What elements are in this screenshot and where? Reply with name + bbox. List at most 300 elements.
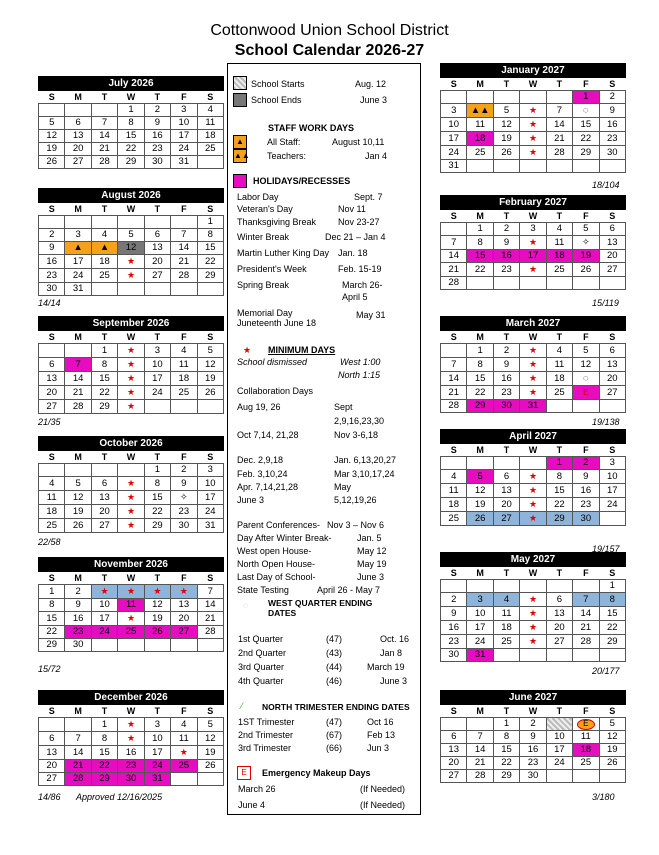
day-cell bbox=[467, 457, 493, 470]
week-row bbox=[441, 104, 626, 118]
day-cell: 21 bbox=[197, 612, 223, 626]
collab-dates-right: Jan. 6,13,20,27 bbox=[334, 455, 397, 465]
week-row bbox=[441, 718, 626, 731]
day-cell bbox=[546, 718, 572, 731]
day-cell: 18 bbox=[546, 372, 572, 386]
week-row bbox=[441, 91, 626, 104]
day-cell: 11 bbox=[493, 607, 519, 621]
week-row bbox=[441, 744, 626, 757]
weekday-header: T bbox=[556, 706, 563, 716]
school-ends-label: School Ends bbox=[251, 95, 302, 105]
week-row bbox=[441, 344, 626, 358]
holiday-swatch bbox=[233, 174, 247, 188]
week-row bbox=[39, 639, 224, 652]
day-cell: ★ bbox=[91, 585, 117, 599]
weekday-header: F bbox=[181, 92, 187, 102]
holiday-date: Dec 21 – Jan 4 bbox=[325, 232, 386, 242]
event-name: Parent Conferences- bbox=[237, 520, 321, 530]
week-row bbox=[39, 626, 224, 639]
day-cell: ★ bbox=[520, 104, 546, 118]
weekday-header: S bbox=[450, 79, 457, 89]
day-cell: 22 bbox=[573, 132, 599, 146]
weekday-header: W bbox=[528, 568, 538, 578]
day-cell: 18 bbox=[546, 250, 572, 263]
day-cell bbox=[39, 718, 65, 732]
day-cell: 26 bbox=[197, 760, 223, 773]
all-staff-date: August 10,11 bbox=[332, 137, 385, 147]
day-cell: 5 bbox=[599, 718, 625, 731]
day-cell: 24 bbox=[144, 386, 170, 400]
week-row bbox=[39, 585, 224, 599]
day-cell: 8 bbox=[467, 236, 493, 250]
day-cell: 27 bbox=[144, 269, 170, 283]
day-cell: 22 bbox=[91, 760, 117, 773]
collab-dates-right: 2,9,16,23,30 bbox=[334, 416, 385, 426]
west-quarter-title: WEST QUARTER ENDING DATES bbox=[268, 598, 373, 618]
day-cell: 30 bbox=[171, 519, 197, 533]
weekday-header: S bbox=[48, 92, 55, 102]
day-cell bbox=[65, 104, 91, 117]
week-row bbox=[39, 229, 224, 242]
holidays-title: HOLIDAYS/RECESSES bbox=[253, 176, 351, 186]
day-cell: ★ bbox=[118, 505, 144, 519]
day-cell: ★ bbox=[118, 344, 144, 358]
weekday-header: T bbox=[101, 92, 108, 102]
day-cell: 13 bbox=[39, 372, 65, 386]
day-cell: 27 bbox=[65, 156, 91, 169]
day-cell: 28 bbox=[546, 146, 572, 160]
week-row bbox=[39, 156, 224, 169]
day-cell: 23 bbox=[573, 498, 599, 512]
week-row bbox=[441, 146, 626, 160]
week-row bbox=[39, 255, 224, 269]
weekday-header: T bbox=[154, 92, 161, 102]
month-footer-count: 14/86 bbox=[38, 792, 61, 802]
day-cell: 3 bbox=[171, 104, 197, 117]
collab-label: Collaboration Days bbox=[237, 386, 314, 396]
day-cell: 7 bbox=[546, 104, 572, 118]
collab-dates-right: Sept bbox=[334, 402, 353, 412]
day-cell: 25 bbox=[91, 269, 117, 283]
day-cell bbox=[441, 457, 467, 470]
weekday-header: S bbox=[207, 706, 214, 716]
day-cell: 20 bbox=[91, 505, 117, 519]
holiday-date: Sept. 7 bbox=[354, 192, 383, 202]
collab-dates-right: Nov 3-6,18 bbox=[334, 430, 379, 440]
teachers-date: Jan 4 bbox=[365, 151, 388, 161]
day-cell bbox=[197, 773, 223, 786]
weekday-header: S bbox=[450, 706, 457, 716]
day-cell: 3 bbox=[197, 464, 223, 477]
collab-dates-right: 5,12,19,26 bbox=[334, 495, 377, 505]
day-cell bbox=[573, 277, 599, 290]
day-cell bbox=[520, 91, 546, 104]
emergency-date: March 26 bbox=[238, 784, 276, 794]
collab-dates-left: Feb. 3,10,24 bbox=[237, 469, 288, 479]
day-cell: 3 bbox=[441, 104, 467, 118]
day-cell: 23 bbox=[39, 269, 65, 283]
day-cell: 17 bbox=[441, 132, 467, 146]
day-cell: 30 bbox=[39, 283, 65, 296]
day-cell: 6 bbox=[65, 117, 91, 130]
month-title: September 2026 bbox=[38, 316, 224, 331]
weekday-header: M bbox=[476, 79, 484, 89]
holiday-date: Feb. 15-19 bbox=[338, 264, 382, 274]
day-cell: 14 bbox=[91, 130, 117, 143]
day-cell: 6 bbox=[39, 732, 65, 746]
day-cell bbox=[573, 770, 599, 783]
week-row bbox=[39, 477, 224, 491]
day-cell: 20 bbox=[599, 372, 625, 386]
day-cell: 20 bbox=[144, 255, 170, 269]
day-cell: 6 bbox=[91, 477, 117, 491]
day-cell: 7 bbox=[197, 585, 223, 599]
day-cell bbox=[520, 160, 546, 173]
day-cell: ★ bbox=[118, 255, 144, 269]
week-row bbox=[441, 757, 626, 770]
day-cell: 22 bbox=[467, 386, 493, 400]
weekday-header: M bbox=[74, 573, 82, 583]
day-cell: 28 bbox=[573, 635, 599, 649]
day-cell: 24 bbox=[599, 498, 625, 512]
day-cell: 14 bbox=[573, 607, 599, 621]
day-cell: 4 bbox=[171, 718, 197, 732]
day-cell: 8 bbox=[91, 732, 117, 746]
day-cell: 4 bbox=[171, 344, 197, 358]
day-cell: 2 bbox=[65, 585, 91, 599]
day-cell: 12 bbox=[197, 358, 223, 372]
school-starts-swatch bbox=[233, 76, 247, 90]
month-footer-count: 21/35 bbox=[38, 417, 61, 427]
day-cell: 8 bbox=[197, 229, 223, 242]
weekday-header: T bbox=[101, 332, 108, 342]
day-cell: 3 bbox=[144, 718, 170, 732]
day-cell: 27 bbox=[441, 770, 467, 783]
day-cell: 19 bbox=[573, 250, 599, 263]
day-cell: 31 bbox=[65, 283, 91, 296]
day-cell: 1 bbox=[467, 223, 493, 236]
week-row bbox=[441, 731, 626, 744]
day-cell: 2 bbox=[39, 229, 65, 242]
week-row bbox=[441, 250, 626, 263]
week-row bbox=[39, 746, 224, 760]
weekday-header: W bbox=[528, 332, 538, 342]
day-cell: 25 bbox=[546, 386, 572, 400]
day-cell: 22 bbox=[546, 498, 572, 512]
day-cell: ★ bbox=[520, 263, 546, 277]
day-cell: 1 bbox=[144, 464, 170, 477]
day-cell: 29 bbox=[467, 400, 493, 413]
month-mar bbox=[440, 316, 626, 413]
calendar-title: School Calendar 2026-27 bbox=[234, 42, 425, 59]
day-cell: 21 bbox=[546, 132, 572, 146]
month-title: April 2027 bbox=[440, 429, 626, 444]
holiday-name: Memorial Day bbox=[237, 308, 293, 318]
pencil-icon: ⁄ bbox=[241, 701, 243, 711]
day-cell: 29 bbox=[197, 269, 223, 283]
day-cell bbox=[118, 216, 144, 229]
day-cell: 5 bbox=[197, 718, 223, 732]
day-cell: 29 bbox=[546, 512, 572, 526]
month-title: January 2027 bbox=[440, 63, 626, 78]
day-cell bbox=[171, 283, 197, 296]
month-dec bbox=[38, 690, 224, 786]
day-cell: 26 bbox=[65, 519, 91, 533]
day-cell: 1 bbox=[39, 585, 65, 599]
day-cell: ★ bbox=[520, 607, 546, 621]
day-cell: 10 bbox=[197, 477, 223, 491]
day-cell: 22 bbox=[467, 263, 493, 277]
day-cell: ★ bbox=[118, 400, 144, 414]
day-cell: 11 bbox=[467, 118, 493, 132]
week-row bbox=[441, 277, 626, 290]
day-cell: 23 bbox=[144, 143, 170, 156]
week-row bbox=[441, 223, 626, 236]
day-cell: 19 bbox=[197, 372, 223, 386]
day-cell: 5 bbox=[39, 117, 65, 130]
day-cell: 17 bbox=[144, 746, 170, 760]
weekday-header: T bbox=[101, 452, 108, 462]
day-cell bbox=[573, 580, 599, 593]
day-cell: 9 bbox=[493, 236, 519, 250]
month-oct bbox=[38, 436, 224, 533]
day-cell bbox=[520, 457, 546, 470]
day-cell: 8 bbox=[546, 470, 572, 484]
day-cell: 17 bbox=[144, 372, 170, 386]
day-cell: 7 bbox=[65, 358, 91, 372]
month-title: October 2026 bbox=[38, 436, 224, 451]
day-cell: 2 bbox=[493, 344, 519, 358]
weekday-header: F bbox=[181, 452, 187, 462]
day-cell: 14 bbox=[65, 746, 91, 760]
month-title: May 2027 bbox=[440, 552, 626, 567]
month-title: August 2026 bbox=[38, 188, 224, 203]
day-cell: 19 bbox=[65, 505, 91, 519]
day-cell: 27 bbox=[39, 773, 65, 786]
day-cell: 20 bbox=[39, 386, 65, 400]
day-cell: 11 bbox=[546, 236, 572, 250]
day-cell: ★ bbox=[520, 146, 546, 160]
day-cell: 24 bbox=[91, 626, 117, 639]
day-cell: ★ bbox=[118, 519, 144, 533]
day-cell: 31 bbox=[144, 773, 170, 786]
day-cell bbox=[39, 344, 65, 358]
weekday-header: S bbox=[48, 452, 55, 462]
holiday-date: Nov 23-27 bbox=[338, 217, 380, 227]
day-cell: ★ bbox=[118, 585, 144, 599]
day-cell: ▲ bbox=[65, 242, 91, 255]
day-cell: 30 bbox=[65, 639, 91, 652]
day-cell: ★ bbox=[118, 386, 144, 400]
day-cell: 4 bbox=[493, 593, 519, 607]
trimester-date: Feb 13 bbox=[367, 730, 396, 740]
day-cell: 1 bbox=[546, 457, 572, 470]
day-cell: ★ bbox=[118, 732, 144, 746]
day-cell: 30 bbox=[144, 156, 170, 169]
day-cell bbox=[91, 639, 117, 652]
weekday-header: S bbox=[48, 332, 55, 342]
day-cell: ★ bbox=[520, 386, 546, 400]
day-cell bbox=[171, 773, 197, 786]
triangle-icon: ▲ bbox=[233, 135, 247, 149]
day-cell: 23 bbox=[441, 635, 467, 649]
day-cell: 12 bbox=[118, 242, 144, 255]
day-cell: ★ bbox=[520, 118, 546, 132]
day-cell: 13 bbox=[39, 746, 65, 760]
day-cell bbox=[65, 718, 91, 732]
day-cell bbox=[573, 649, 599, 662]
day-cell: 10 bbox=[467, 607, 493, 621]
month-footer-count: 3/180 bbox=[592, 792, 615, 802]
day-cell bbox=[171, 216, 197, 229]
day-cell: 16 bbox=[441, 621, 467, 635]
approval-note: Approved 12/16/2025 bbox=[76, 792, 163, 802]
day-cell: 10 bbox=[599, 470, 625, 484]
day-cell: ★ bbox=[520, 635, 546, 649]
weekday-header: T bbox=[154, 706, 161, 716]
day-cell: 29 bbox=[573, 146, 599, 160]
week-row bbox=[39, 242, 224, 255]
day-cell: 6 bbox=[599, 223, 625, 236]
weekday-header: F bbox=[181, 706, 187, 716]
day-cell: 8 bbox=[118, 117, 144, 130]
weekday-header: S bbox=[48, 706, 55, 716]
day-cell: 28 bbox=[197, 626, 223, 639]
day-cell: 24 bbox=[171, 143, 197, 156]
day-cell: 21 bbox=[171, 255, 197, 269]
weekday-header: T bbox=[503, 706, 510, 716]
month-aug bbox=[38, 188, 224, 296]
day-cell: 20 bbox=[493, 498, 519, 512]
weekday-header: S bbox=[609, 445, 616, 455]
day-cell: 2 bbox=[599, 91, 625, 104]
weekday-header: F bbox=[583, 211, 589, 221]
weekday-header: T bbox=[101, 706, 108, 716]
day-cell: ★ bbox=[520, 498, 546, 512]
day-cell: 19 bbox=[599, 744, 625, 757]
day-cell: 30 bbox=[493, 400, 519, 413]
weekday-header: S bbox=[450, 568, 457, 578]
day-cell: ★ bbox=[520, 470, 546, 484]
weekday-header: W bbox=[126, 706, 136, 716]
day-cell: 10 bbox=[546, 731, 572, 744]
day-cell: 28 bbox=[91, 156, 117, 169]
day-cell: 16 bbox=[573, 484, 599, 498]
day-cell: 15 bbox=[197, 242, 223, 255]
day-cell bbox=[546, 277, 572, 290]
weekday-header: F bbox=[583, 79, 589, 89]
day-cell bbox=[441, 344, 467, 358]
week-row bbox=[441, 160, 626, 173]
day-cell: 4 bbox=[441, 470, 467, 484]
day-cell bbox=[197, 283, 223, 296]
day-cell: 9 bbox=[441, 607, 467, 621]
day-cell: 18 bbox=[467, 132, 493, 146]
day-cell: ★ bbox=[118, 269, 144, 283]
weekday-header: M bbox=[476, 445, 484, 455]
quarter-days: (46) bbox=[326, 676, 343, 686]
weekday-header: F bbox=[181, 573, 187, 583]
month-footer-count: 15/119 bbox=[592, 298, 619, 308]
clock-icon: ◌ bbox=[243, 601, 248, 610]
day-cell: 15 bbox=[39, 612, 65, 626]
day-cell: 4 bbox=[91, 229, 117, 242]
day-cell: 30 bbox=[118, 773, 144, 786]
day-cell: 29 bbox=[493, 770, 519, 783]
day-cell: 1 bbox=[91, 344, 117, 358]
quarter-date: Oct. 16 bbox=[380, 634, 410, 644]
day-cell: 12 bbox=[39, 130, 65, 143]
month-footer-count: 22/58 bbox=[38, 537, 61, 547]
day-cell: ★ bbox=[118, 372, 144, 386]
day-cell: 16 bbox=[118, 746, 144, 760]
day-cell bbox=[467, 277, 493, 290]
week-row bbox=[39, 491, 224, 505]
month-feb bbox=[440, 195, 626, 290]
day-cell: 22 bbox=[144, 505, 170, 519]
week-row bbox=[441, 372, 626, 386]
day-cell: 27 bbox=[599, 386, 625, 400]
all-staff-label: All Staff: bbox=[267, 137, 301, 147]
day-cell: 30 bbox=[599, 146, 625, 160]
weekday-header: M bbox=[74, 706, 82, 716]
day-cell: 5 bbox=[197, 344, 223, 358]
day-cell: 22 bbox=[39, 626, 65, 639]
day-cell: 16 bbox=[39, 255, 65, 269]
day-cell: ★ bbox=[520, 132, 546, 146]
weekday-header: T bbox=[556, 79, 563, 89]
collab-dates-left: Aug 19, 26 bbox=[237, 402, 281, 412]
collab-dates-left: Oct 7,14, 21,28 bbox=[237, 430, 299, 440]
trimester-days: (66) bbox=[326, 743, 343, 753]
day-cell: 23 bbox=[118, 760, 144, 773]
day-cell: 19 bbox=[197, 746, 223, 760]
week-row bbox=[441, 635, 626, 649]
holiday-name: Juneteenth June 18 bbox=[237, 318, 317, 328]
day-cell: 4 bbox=[546, 344, 572, 358]
day-cell: 15 bbox=[118, 130, 144, 143]
month-may bbox=[440, 552, 626, 662]
trimester-name: 1ST Trimester bbox=[238, 717, 295, 727]
event-name: Day After Winter Break- bbox=[237, 533, 332, 543]
day-cell: 26 bbox=[573, 263, 599, 277]
week-row bbox=[441, 263, 626, 277]
day-cell: 9 bbox=[599, 104, 625, 118]
day-cell bbox=[599, 400, 625, 413]
day-cell: 1 bbox=[118, 104, 144, 117]
weekday-header: S bbox=[450, 211, 457, 221]
week-row bbox=[39, 269, 224, 283]
day-cell bbox=[197, 400, 223, 414]
day-cell: 5 bbox=[65, 477, 91, 491]
day-cell: 5 bbox=[573, 223, 599, 236]
quarter-name: 3rd Quarter bbox=[238, 662, 285, 672]
week-row bbox=[39, 718, 224, 732]
day-cell: 16 bbox=[144, 130, 170, 143]
day-cell: 9 bbox=[171, 477, 197, 491]
north-trimester-title: NORTH TRIMESTER ENDING DATES bbox=[262, 702, 410, 712]
day-cell: ★ bbox=[520, 236, 546, 250]
day-cell: 26 bbox=[39, 156, 65, 169]
day-cell: E bbox=[573, 386, 599, 400]
day-cell: 27 bbox=[493, 512, 519, 526]
holiday-date: Nov 11 bbox=[338, 204, 366, 214]
weekday-header: W bbox=[126, 332, 136, 342]
day-cell: 20 bbox=[65, 143, 91, 156]
week-row bbox=[39, 464, 224, 477]
day-cell: 16 bbox=[493, 250, 519, 263]
week-row bbox=[39, 358, 224, 372]
